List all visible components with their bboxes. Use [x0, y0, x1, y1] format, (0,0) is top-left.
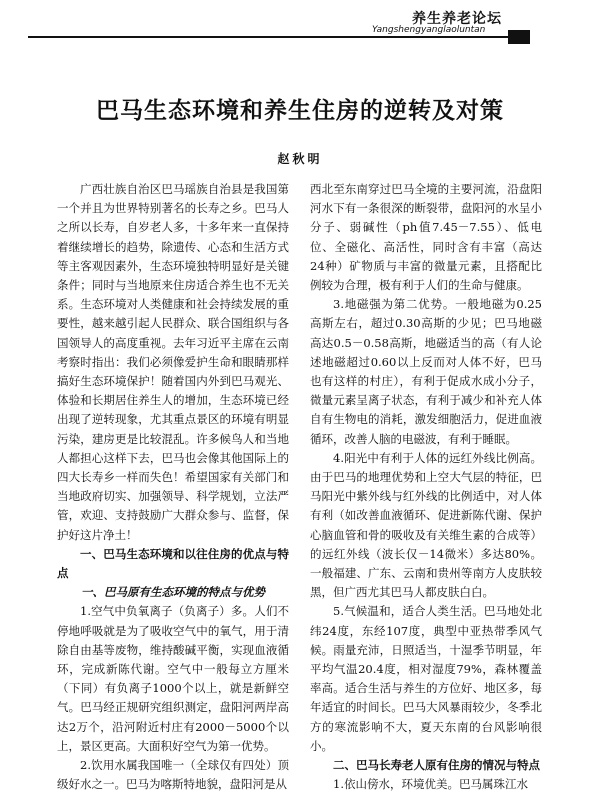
intro-paragraph: 广西壮族自治区巴马瑶族自治县是我国第一个并且为世界特别著名的长寿之乡。巴马人之所以长寿，自岁老人多，十多年来一直保持着继续增长的趋势，除遗传、心态和生活方式等主客观因素外，生态环境独特明显好是关键条件；同时与当地原来住房适合养生也不无关系。生态环境对人类健康和社会持续发展的重要性，越来越引起人民群众、联合国组织与各国领导人的高度重视。去年习近平主席在云南考察时指出：我们必须像爱护生命和眼睛那样搞好生态环境保护！随着国内外到巴马观光、体验和长期居住养生人的增加，生态环境已经出现了逆转现象，尤其重点景区的环境有明显污染，建房更是比较混乱。许多候鸟人和当地人都担心这样下去，巴马也会像其他国际上的四大长寿乡一样而失色！希望国家有关部门和当地政府切实、加强领导、科学规划，立法严管，欢迎、支持鼓励广大群众参与、监督，保护好这片净土！	[57, 182, 289, 542]
point-2-paragraph: 2.饮用水属我国唯一（全球仅有四处）顶级好水之一。巴马为喀斯特地貌，盘阳河是从	[57, 758, 289, 792]
point-1-paragraph: 1.空气中负氧离子（负离子）多。人们不停地呼吸就是为了吸收空气中的氧气，用于清除自由基等废物，维持酸碱平衡，实现血液循环，完成新陈代谢。空气中一般每立方厘米（下同）有负离子1000个以上，就是新鲜空气。巴马经正规研究组织测定，盘阳河两岸高达2万个，沿河附近村庄有2000－5000个以上，景区更高。大面积好空气为第一优势。	[57, 604, 289, 753]
page-header	[0, 0, 600, 40]
section-heading-1: 一、巴马生态环境和以往住房的优点与特点	[57, 546, 289, 581]
left-column	[57, 180, 289, 795]
point-2-continuation: 西北至东南穿过巴马全境的主要河流，沿盘阳河水下有一条很深的断裂带，盘阳河的水呈小分子、弱碱性（ph值7.45－7.55）、低电位、全磁化、高活性，同时含有丰富（高达24种）矿物质与丰富的微量元素，且搭配比例较为合理，极有利于人们的生命与健康。	[310, 182, 542, 293]
journal-column-title: 养生养老论坛	[412, 11, 502, 27]
header-rule	[28, 36, 508, 38]
article-author: 赵秋明	[277, 152, 323, 166]
right-column	[310, 180, 542, 795]
point-5-paragraph: 5.气候温和，适合人类生活。巴马地处北纬24度，东经107度，典型中亚热带季风气候。雨量充沛，日照适当，十湿季节明显，年平均气温20.4度，相对湿度79%，森林覆盖率高。适合生活与养生的方位好、地区多，每年适宜的时间长。巴马大风暴雨较少，冬季北方的寒流影响不大，夏天东南的台风影响很小。	[310, 604, 542, 753]
point-3-paragraph: 3.地磁强为第二优势。一般地磁为0.25高斯左右，超过0.30高斯的少见；巴马地磁高达0.5－0.58高斯，地磁适当的高（有人论述地磁超过0.60以上反而对人体不好，巴马也有这样的村庄），有利于促成水成小分子，微量元素呈离子状态，有利于减少和补充人体自有生物电的消耗，激发细胞活力，促进血液循环，改善人脑的电磁波，有利于睡眠。	[310, 297, 542, 446]
point-4-paragraph: 4.阳光中有利于人体的远红外线比例高。由于巴马的地理优势和上空大气层的特征，巴马阳光中紫外线与红外线的比例适中，对人体有利（如改善血液循环、促进新陈代谢、保护心脑血管和骨的吸收及有关维生素的合成等）的远红外线（波长仅－14微米）多达80%。一般福建、广东、云南和贵州等南方人皮肤较黑，但广西尤其巴马人都皮肤白白。	[310, 450, 542, 600]
point-6-paragraph: 1.依山傍水，环境优美。巴马属珠江水	[333, 777, 528, 792]
subsection-heading-1: 一、巴马原有生态环境的特点与优势	[81, 585, 265, 600]
section-heading-2: 二、巴马长寿老人原有住房的情况与特点	[333, 758, 540, 773]
header-block-mark	[508, 30, 530, 44]
journal-column-pinyin: Yangshengyanglaoluntan	[372, 25, 486, 35]
article-title: 巴马生态环境和养生住房的逆转及对策	[96, 97, 504, 124]
